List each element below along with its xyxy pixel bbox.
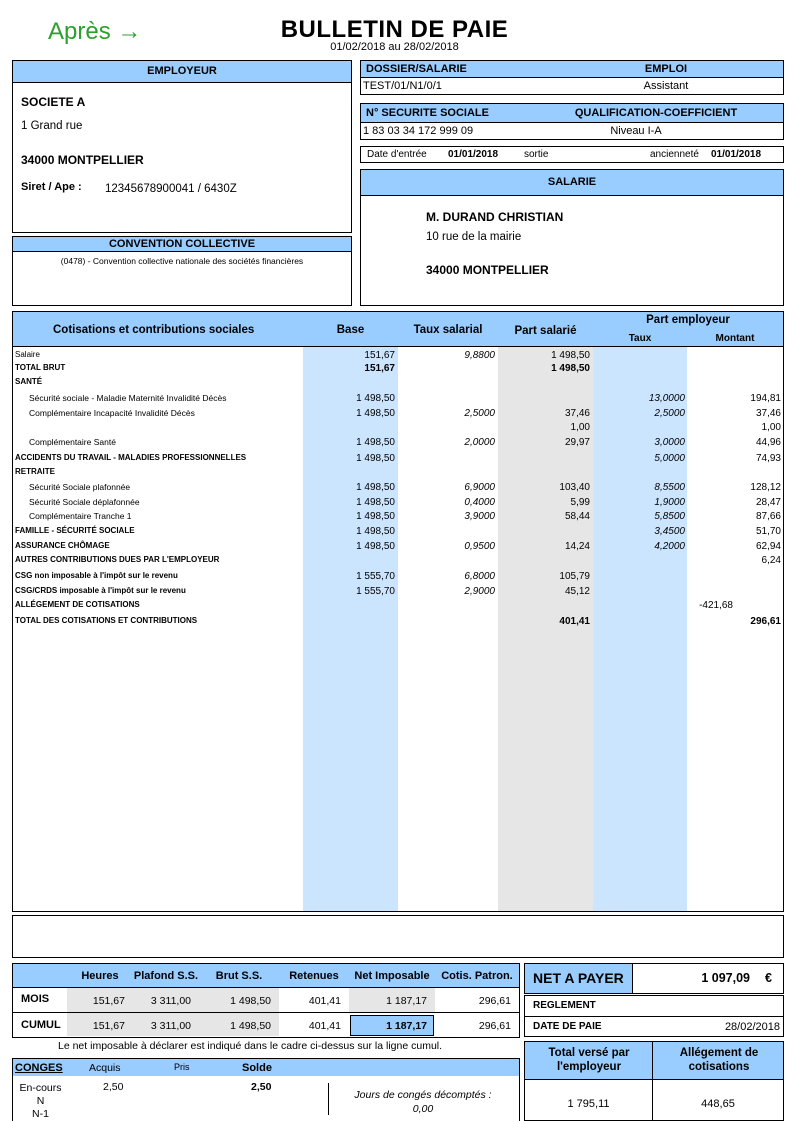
allegement-label: Allégement de cotisations	[679, 1047, 759, 1073]
contribution-row	[13, 526, 784, 539]
summary-mois-value: 3 311,00	[150, 995, 191, 1007]
total-verse-label: Total versé par l'employeur	[548, 1047, 630, 1073]
contribution-part-salarie: 45,12	[564, 586, 590, 597]
allegement-value: 448,65	[701, 1098, 735, 1110]
summary-mois-value: 1 498,50	[230, 995, 271, 1007]
reglement-label: REGLEMENT	[533, 1000, 596, 1011]
contribution-taux-salarial: 9,8800	[464, 350, 495, 361]
convention-text: (0478) - Convention collective nationale des sociétés financières	[60, 256, 304, 266]
contribution-label: TOTAL BRUT	[15, 363, 66, 372]
employee-name: M. DURAND CHRISTIAN	[426, 210, 564, 224]
col-taux-salarial-header: Taux salarial	[413, 324, 483, 336]
siret-label: Siret / Ape :	[21, 181, 82, 193]
contribution-row	[13, 571, 784, 584]
contribution-taux-salarial: 6,8000	[464, 571, 495, 582]
pris-label: Pris	[174, 1062, 190, 1072]
contribution-montant: 62,94	[755, 541, 781, 552]
contribution-part-salarie: 103,40	[559, 482, 590, 493]
contribution-montant: 28,47	[755, 497, 781, 508]
net-imposable-note: Le net imposable à déclarer est indiqué dans le cadre ci-dessus sur la ligne cumul.	[58, 1040, 443, 1052]
contribution-row	[13, 363, 784, 376]
contribution-taux-employeur: -421,68	[699, 600, 733, 611]
employer-city: 34000 MONTPELLIER	[21, 153, 144, 167]
employer-heading: EMPLOYEUR	[13, 61, 351, 83]
contribution-montant: 128,12	[750, 482, 781, 493]
contribution-label: ASSURANCE CHÔMAGE	[15, 541, 110, 550]
contribution-label: SANTÉ	[15, 377, 43, 386]
contribution-taux-salarial: 0,9500	[464, 541, 495, 552]
contribution-row	[13, 616, 784, 629]
qualification-label: QUALIFICATION-COEFFICIENT	[574, 107, 738, 119]
contribution-part-salarie: 401,41	[559, 616, 590, 627]
secu-box	[360, 103, 784, 140]
contribution-row	[13, 350, 784, 363]
contribution-montant: 296,61	[750, 616, 781, 627]
contribution-part-salarie: 5,99	[570, 497, 590, 508]
contribution-part-salarie: 58,44	[564, 511, 590, 522]
contribution-base: 151,67	[364, 350, 395, 361]
contribution-taux-employeur: 3,4500	[654, 526, 685, 537]
summary-cumul-value: 151,67	[92, 1020, 125, 1032]
contribution-montant: 44,96	[755, 437, 781, 448]
contribution-label: AUTRES CONTRIBUTIONS DUES PAR L'EMPLOYEUR	[15, 555, 220, 564]
contribution-label: Complémentaire Incapacité Invalidité Décès	[29, 408, 195, 418]
contribution-base: 1 498,50	[356, 408, 395, 419]
employer-name: SOCIETE A	[21, 95, 86, 109]
contribution-taux-salarial: 2,0000	[464, 437, 495, 448]
contribution-label: CSG non imposable à l'impôt sur le revenu	[15, 571, 178, 580]
contribution-base: 1 498,50	[356, 437, 395, 448]
contribution-montant: 6,24	[761, 555, 781, 566]
contribution-taux-salarial: 2,5000	[464, 408, 495, 419]
contribution-taux-employeur: 13,0000	[648, 393, 685, 404]
anciennete-label: ancienneté	[650, 149, 699, 160]
secu-label: N° SECURITE SOCIALE	[366, 107, 489, 119]
contribution-part-salarie: 1,00	[570, 422, 590, 433]
col-part-employeur-header: Part employeur	[646, 314, 730, 326]
acquis-label: Acquis	[89, 1062, 121, 1074]
contribution-row	[13, 408, 784, 421]
reglement-box	[524, 995, 784, 1037]
contribution-label: TOTAL DES COTISATIONS ET CONTRIBUTIONS	[15, 616, 198, 625]
right-arrow-icon: →	[117, 18, 142, 45]
employee-city: 34000 MONTPELLIER	[426, 263, 549, 277]
summary-mois-value: 401,41	[308, 995, 341, 1007]
jours-decomptes-value: 0,00	[412, 1103, 434, 1115]
entree-label: Date d'entrée	[367, 149, 427, 160]
contribution-label: Complémentaire Tranche 1	[29, 511, 132, 521]
convention-heading: CONVENTION COLLECTIVE	[13, 237, 351, 252]
contribution-taux-employeur: 4,2000	[654, 541, 685, 552]
contribution-base: 1 498,50	[356, 482, 395, 493]
contribution-base: 1 498,50	[356, 526, 395, 537]
contribution-row	[13, 497, 784, 510]
contribution-base: 1 555,70	[356, 571, 395, 582]
contribution-row	[13, 600, 784, 613]
contribution-row	[13, 541, 784, 554]
contribution-label: Complémentaire Santé	[29, 437, 116, 447]
summary-mois-value: 1 187,17	[386, 995, 427, 1007]
contribution-label: Sécurité Sociale plafonnée	[29, 482, 131, 492]
contribution-row	[13, 482, 784, 495]
contribution-part-salarie: 1 498,50	[551, 350, 590, 361]
contribution-montant: 51,70	[755, 526, 781, 537]
contribution-row	[13, 422, 784, 435]
contribution-base: 1 498,50	[356, 393, 395, 404]
contribution-label: Sécurité Sociale déplafonnée	[29, 497, 140, 507]
mois-label: MOIS	[21, 993, 50, 1005]
summary-cumul-value: 3 311,00	[150, 1020, 191, 1032]
contribution-montant: 37,46	[755, 408, 781, 419]
emploi-value: Assistant	[643, 80, 689, 92]
solde-value: 2,50	[251, 1081, 272, 1093]
contribution-taux-employeur: 1,9000	[654, 497, 685, 508]
secu-value: 1 83 03 34 172 999 09	[363, 125, 474, 137]
net-a-payer-box	[524, 963, 784, 994]
col-part-salarie-header: Part salarié	[514, 325, 577, 337]
contribution-taux-employeur: 2,5000	[654, 408, 685, 419]
pay-period: 01/02/2018 au 28/02/2018	[330, 41, 459, 53]
col-label-header: Cotisations et contributions sociales	[53, 324, 255, 336]
contribution-base: 1 498,50	[356, 497, 395, 508]
summary-header: Heures	[81, 970, 119, 982]
contribution-base: 1 498,50	[356, 453, 395, 464]
summary-header: Brut S.S.	[215, 970, 263, 982]
summary-cumul-value: 1 187,17	[386, 1020, 427, 1032]
contribution-label: CSG/CRDS imposable à l'impôt sur le revenu	[15, 586, 186, 595]
conges-box	[12, 1058, 520, 1121]
contribution-base: 1 498,50	[356, 541, 395, 552]
contribution-row	[13, 555, 784, 568]
dossier-label: DOSSIER/SALARIE	[366, 63, 467, 75]
employee-box	[360, 169, 784, 306]
contribution-taux-salarial: 0,4000	[464, 497, 495, 508]
contribution-label: Sécurité sociale - Maladie Maternité Invalidité Décès	[29, 393, 227, 403]
contribution-row	[13, 467, 784, 480]
siret-value: 12345678900041 / 6430Z	[105, 183, 237, 195]
summary-cumul-value: 1 498,50	[230, 1020, 271, 1032]
col-montant-header: Montant	[715, 333, 755, 344]
contribution-row	[13, 393, 784, 406]
employee-heading: SALARIE	[361, 170, 783, 196]
dates-box	[360, 146, 784, 163]
contribution-label: Salaire	[15, 350, 40, 359]
n1-label: N-1	[32, 1108, 49, 1120]
contribution-row	[13, 437, 784, 450]
convention-box	[12, 236, 352, 306]
emploi-label: EMPLOI	[644, 63, 688, 75]
contribution-label: RETRAITE	[15, 467, 55, 476]
contribution-base: 1 555,70	[356, 586, 395, 597]
contribution-taux-employeur: 8,5500	[654, 482, 685, 493]
contribution-montant: 1,00	[761, 422, 781, 433]
date-paie-label: DATE DE PAIE	[533, 1021, 602, 1032]
contribution-part-salarie: 14,24	[564, 541, 590, 552]
summary-box	[12, 963, 520, 1038]
contribution-part-salarie: 29,97	[564, 437, 590, 448]
summary-header: Cotis. Patron.	[441, 970, 513, 982]
summary-cumul-value: 296,61	[478, 1020, 511, 1032]
acquis-value: 2,50	[103, 1081, 124, 1093]
conges-label: CONGES	[15, 1062, 63, 1074]
employer-box	[12, 60, 352, 233]
dossier-value: TEST/01/N1/0/1	[363, 80, 442, 92]
col-base-header: Base	[336, 324, 365, 336]
summary-header: Retenues	[289, 970, 339, 982]
encours-label: En-cours	[19, 1082, 62, 1094]
summary-header: Plafond S.S.	[133, 970, 199, 982]
contribution-taux-salarial: 6,9000	[464, 482, 495, 493]
col-taux-header: Taux	[628, 333, 652, 344]
contribution-label: ALLÉGEMENT DE COTISATIONS	[15, 600, 140, 609]
contribution-taux-salarial: 3,9000	[464, 511, 495, 522]
totals-box	[524, 1041, 784, 1121]
contributions-table	[12, 311, 784, 912]
dossier-box	[360, 60, 784, 95]
contribution-part-salarie: 105,79	[559, 571, 590, 582]
comments-box	[12, 915, 784, 958]
contribution-taux-salarial: 2,9000	[464, 586, 495, 597]
total-verse-value: 1 795,11	[567, 1098, 610, 1110]
contribution-part-salarie: 37,46	[564, 408, 590, 419]
qualification-value: Niveau I-A	[610, 125, 662, 137]
solde-label: Solde	[242, 1062, 272, 1074]
contribution-montant: 74,93	[755, 453, 781, 464]
summary-header: Net Imposable	[354, 970, 430, 982]
sortie-label: sortie	[524, 149, 549, 160]
summary-cumul-value: 401,41	[308, 1020, 341, 1032]
contribution-base: 1 498,50	[356, 511, 395, 522]
jours-decomptes-label: Jours de congés décomptés :	[354, 1089, 492, 1101]
contribution-taux-employeur: 3,0000	[654, 437, 685, 448]
employee-address: 10 rue de la mairie	[426, 231, 522, 243]
summary-mois-value: 151,67	[92, 995, 125, 1007]
contributions-header	[13, 312, 784, 347]
contribution-base: 151,67	[364, 363, 395, 374]
contribution-taux-employeur: 5,8500	[654, 511, 685, 522]
contribution-row	[13, 453, 784, 466]
employer-address: 1 Grand rue	[21, 120, 83, 132]
contribution-row	[13, 511, 784, 524]
anciennete-value: 01/01/2018	[711, 149, 762, 160]
apres-label: Après →	[48, 18, 142, 45]
contribution-row	[13, 586, 784, 599]
summary-mois-value: 296,61	[478, 995, 511, 1007]
date-paie-value: 28/02/2018	[724, 1021, 780, 1033]
n-label: N	[36, 1095, 45, 1107]
net-a-payer-value: 1 097,09	[701, 971, 750, 985]
net-a-payer-label: NET A PAYER	[533, 970, 624, 986]
entree-value: 01/01/2018	[448, 149, 499, 160]
page-title: BULLETIN DE PAIE	[280, 16, 509, 43]
contribution-label: ACCIDENTS DU TRAVAIL - MALADIES PROFESSIONNELLES	[15, 453, 247, 462]
contribution-montant: 194,81	[750, 393, 781, 404]
contribution-taux-employeur: 5,0000	[654, 453, 685, 464]
currency-symbol: €	[765, 971, 772, 985]
contribution-row	[13, 377, 784, 390]
contribution-label: FAMILLE - SÉCURITÉ SOCIALE	[15, 526, 135, 535]
contribution-montant: 87,66	[755, 511, 781, 522]
cumul-label: CUMUL	[21, 1019, 61, 1031]
contribution-part-salarie: 1 498,50	[551, 363, 590, 374]
